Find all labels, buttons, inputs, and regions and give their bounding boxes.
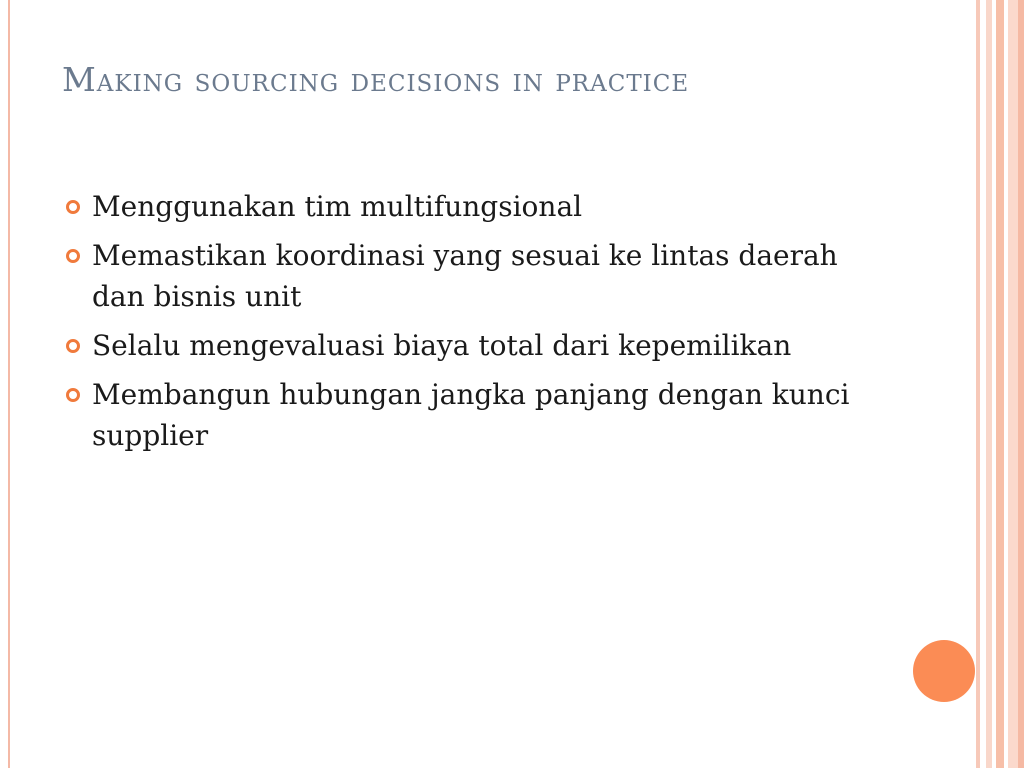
slide-title: Making sourcing decisions in practice [62,60,690,99]
stripe [996,0,1004,768]
hollow-circle-icon [66,200,80,214]
bullet-list [62,186,862,464]
stripe [1008,0,1018,768]
bullet-item [62,374,862,456]
hollow-circle-icon [66,339,80,353]
bullet-text: Menggunakan tim multifungsional [92,190,583,223]
right-stripe-decoration [976,0,1024,768]
bullet-text: Membangun hubungan jangka panjang dengan kunci supplier [92,378,850,452]
bullet-text: Selalu mengevaluasi biaya total dari kepemilikan [92,329,792,362]
bullet-item [62,235,862,317]
orange-circle-decoration [913,640,975,702]
bullet-item [62,186,862,227]
stripe [1018,0,1024,768]
left-border-decoration [0,0,10,768]
bullet-text: Memastikan koordinasi yang sesuai ke lintas daerah dan bisnis unit [92,239,838,313]
hollow-circle-icon [66,249,80,263]
bullet-item [62,325,862,366]
hollow-circle-icon [66,388,80,402]
